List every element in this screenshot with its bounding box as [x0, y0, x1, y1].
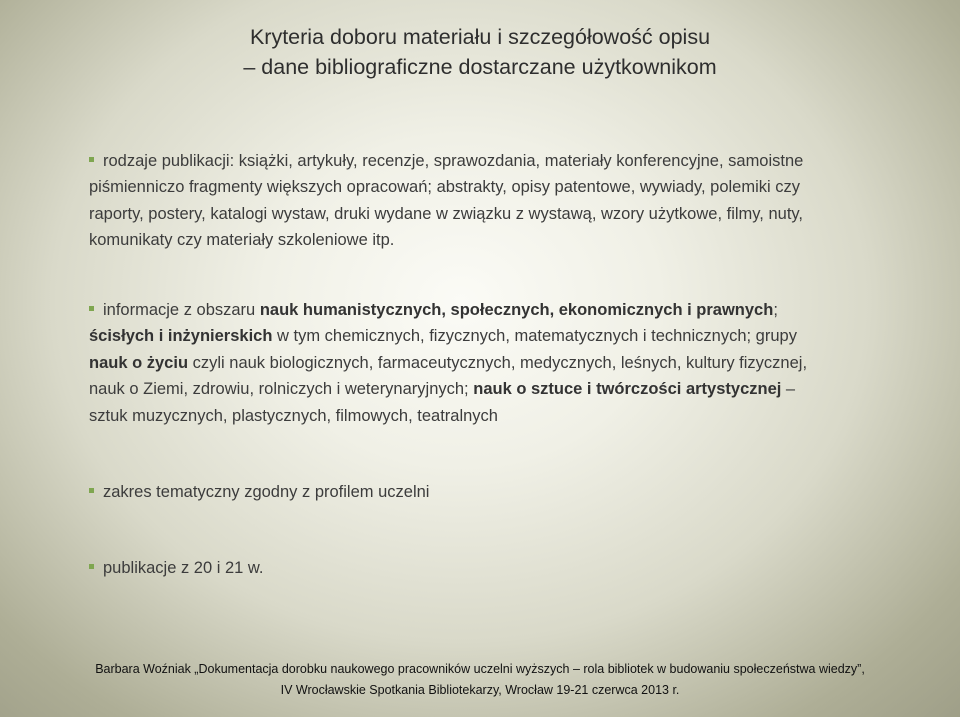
square-bullet-icon — [89, 564, 94, 569]
footer-line-2: IV Wrocławskie Spotkania Bibliotekarzy, Wrocław 19-21 czerwca 2013 r. — [280, 683, 680, 697]
bullet-text-part: ; — [773, 301, 778, 319]
bullet-text: zakres tematyczny zgodny z profilem uczelni — [103, 483, 430, 501]
slide-title — [0, 22, 960, 82]
title-line-2: – dane bibliograficzne dostarczane użytkownikom — [243, 55, 717, 79]
bullet-publication-types — [89, 148, 829, 254]
bullet-bold-part: nauk o życiu — [89, 353, 189, 372]
slide-footer — [0, 659, 960, 701]
bullet-text: rodzaje publikacji: książki, artykuły, recenzje, sprawozdania, materiały konferencyjne, samoistne piśmienniczo fragmenty większych opracowań; abstrakty, opisy patentowe, wywiady, polemiki czy raporty, postery, katalogi wystaw, druki wydane w związku z wystawą, wzory użytkowe, filmy, nuty, komunikaty czy materiały szkoleniowe itp. — [89, 152, 804, 250]
square-bullet-icon — [89, 488, 94, 493]
bullet-text-part: informacje z obszaru — [103, 301, 260, 319]
bullet-text-part: czyli nauk biologicznych, farmaceutycznych, medycznych, leśnych, kultury fizycznej, nauk o Ziemi, zdrowiu, rolniczych i weterynaryjnych; — [89, 353, 808, 399]
bullet-bold-part: ścisłych i inżynierskich — [89, 327, 273, 346]
bullet-thematic-scope — [89, 479, 829, 505]
bullet-fields-of-science — [89, 297, 829, 429]
title-line-1: Kryteria doboru materiału i szczegółowość opisu — [249, 25, 711, 49]
bullet-text: publikacje z 20 i 21 w. — [103, 559, 264, 577]
footer-line-1: Barbara Woźniak „Dokumentacja dorobku naukowego pracowników uczelni wyższych – rola bibliotek w budowaniu społeczeństwa wiedzy”, — [95, 662, 865, 676]
bullet-bold-part: nauk o sztuce i twórczości artystycznej — [473, 380, 782, 399]
square-bullet-icon — [89, 157, 94, 162]
bullet-text-part: – sztuk muzycznych, plastycznych, filmowych, teatralnych — [89, 380, 796, 425]
square-bullet-icon — [89, 306, 94, 311]
bullet-text-part: w tym chemicznych, fizycznych, matematycznych i technicznych; grupy — [272, 327, 797, 346]
bullet-time-range — [89, 555, 829, 581]
bullet-bold-part: nauk humanistycznych, społecznych, ekonomicznych i prawnych — [259, 301, 774, 319]
